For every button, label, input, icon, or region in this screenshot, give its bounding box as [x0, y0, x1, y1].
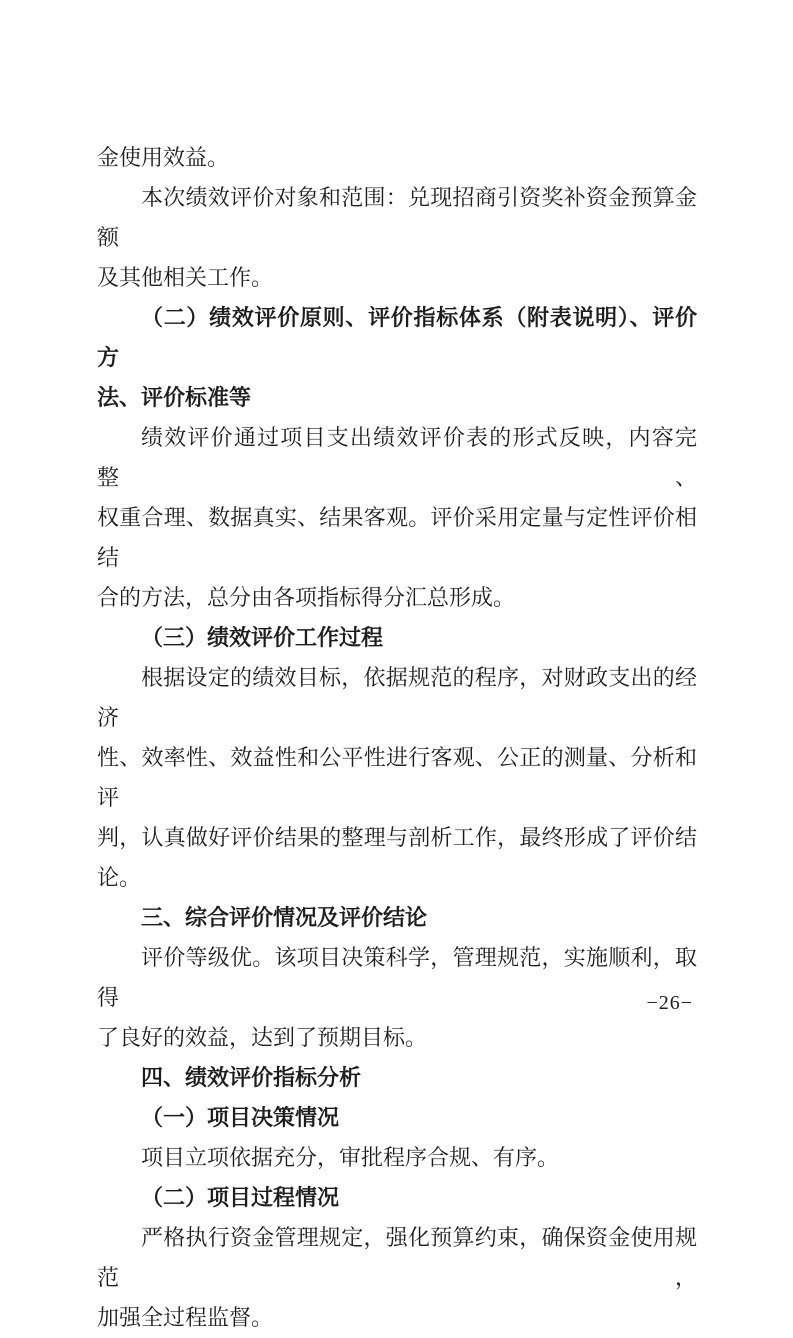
text-line: 权重合理、数据真实、结果客观。评价采用定量与定性评价相结	[97, 505, 697, 570]
text-line: 本次绩效评价对象和范围：兑现招商引资奖补资金预算金额	[97, 185, 697, 250]
text-line: 及其他相关工作。	[97, 265, 274, 290]
section-heading	[97, 1178, 697, 1218]
text-line: 法、评价标准等	[97, 385, 252, 410]
body-paragraph	[97, 178, 697, 298]
text-line: （二）绩效评价原则、评价指标体系（附表说明）、评价方	[97, 305, 697, 370]
text-line: 严格执行资金管理规定，强化预算约束，确保资金使用规范，	[97, 1225, 697, 1290]
page-number: −26−	[646, 992, 693, 1014]
text-line: 合的方法，总分由各项指标得分汇总形成。	[97, 585, 516, 610]
text-line: （二）项目过程情况	[141, 1185, 340, 1210]
text-line: 评价等级优。该项目决策科学，管理规范，实施顺利，取得	[97, 945, 697, 1010]
body-paragraph	[97, 1138, 697, 1178]
text-line: 三、综合评价情况及评价结论	[141, 905, 428, 930]
body-paragraph	[97, 658, 697, 898]
section-heading	[97, 298, 697, 418]
text-line: 性、效率性、效益性和公平性进行客观、公正的测量、分析和评	[97, 745, 697, 810]
text-line: 加强全过程监督。	[97, 1305, 274, 1330]
text-line: 绩效评价通过项目支出绩效评价表的形式反映，内容完整、	[97, 425, 697, 490]
body-paragraph	[97, 1218, 697, 1338]
body-paragraph	[97, 938, 697, 1058]
text-line: 根据设定的绩效目标，依据规范的程序，对财政支出的经济	[97, 665, 697, 730]
section-heading	[97, 898, 697, 938]
text-line: （一）项目决策情况	[141, 1105, 340, 1130]
text-line: 金使用效益。	[97, 145, 230, 170]
section-heading	[97, 1098, 697, 1138]
text-line: 判，认真做好评价结果的整理与剖析工作，最终形成了评价结论。	[97, 825, 697, 890]
text-line: 了良好的效益，达到了预期目标。	[97, 1025, 428, 1050]
section-heading	[97, 1058, 697, 1098]
text-line: （三）绩效评价工作过程	[141, 625, 384, 650]
text-line: 四、绩效评价指标分析	[141, 1065, 362, 1090]
body-paragraph	[97, 138, 697, 178]
section-heading	[97, 618, 697, 658]
text-line: 项目立项依据充分，审批程序合规、有序。	[141, 1145, 560, 1170]
body-paragraph	[97, 418, 697, 618]
document-body	[97, 138, 697, 1338]
